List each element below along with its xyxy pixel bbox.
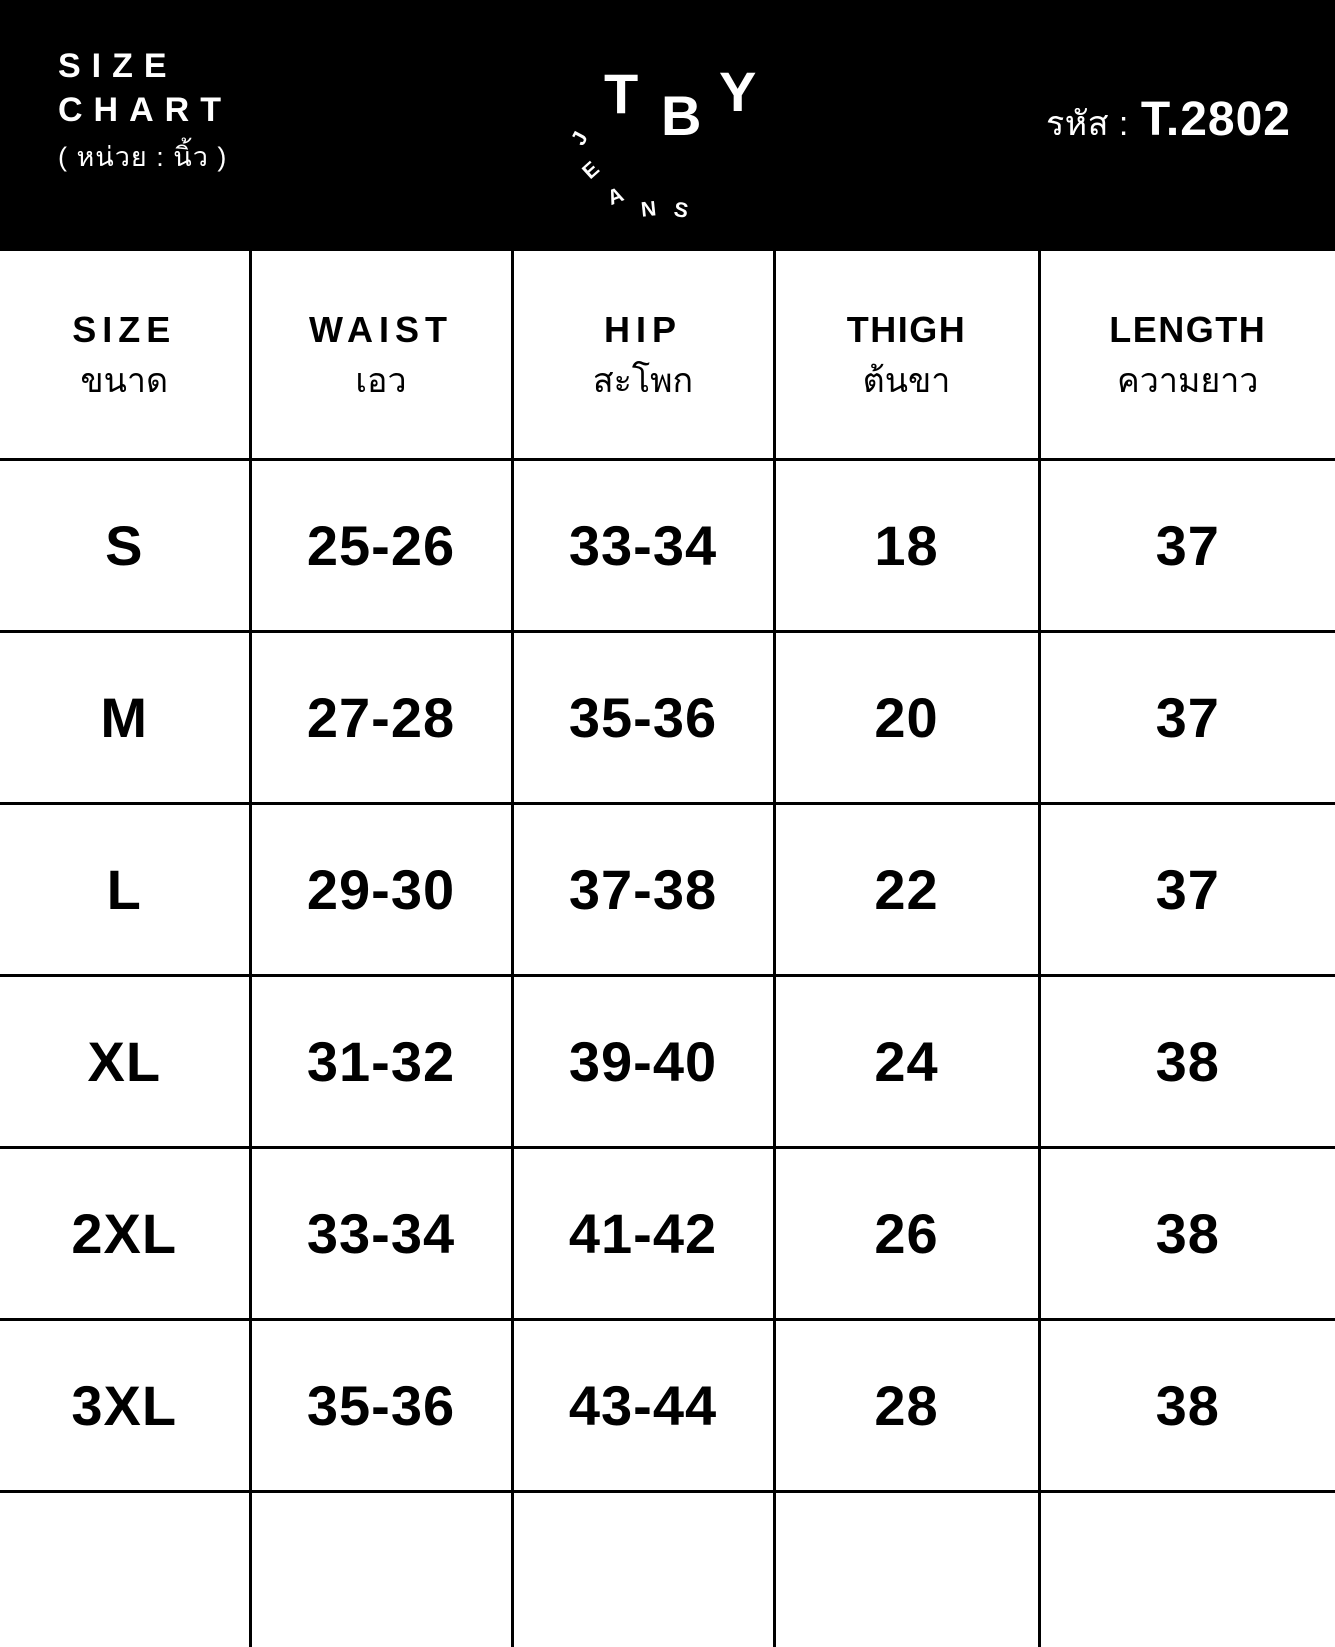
cell-size: L	[0, 804, 250, 976]
logo-letter-t: T	[604, 66, 638, 122]
cell-length: 37	[1039, 460, 1335, 632]
cell-waist: 31-32	[250, 976, 512, 1148]
cell-length: 38	[1039, 1320, 1335, 1492]
product-code	[1046, 92, 1291, 150]
table-bottom-spacer-row	[0, 1492, 1335, 1647]
column-header-waist	[250, 250, 512, 460]
logo-letter-y: Y	[719, 64, 756, 120]
column-header-thigh-en: THIGH	[776, 305, 1038, 355]
logo-letter-b: B	[661, 88, 701, 144]
cell-hip: 39-40	[512, 976, 774, 1148]
column-header-hip	[512, 250, 774, 460]
header-title-block	[58, 44, 232, 174]
cell-thigh: 22	[774, 804, 1039, 976]
column-header-length-en: LENGTH	[1041, 305, 1335, 355]
logo-arc-letter-e: E	[579, 158, 603, 183]
page-title-line2: CHART	[58, 88, 232, 132]
spacer-cell	[250, 1492, 512, 1647]
spacer-cell	[512, 1492, 774, 1647]
table-header-row	[0, 250, 1335, 460]
size-chart-table	[0, 248, 1335, 1647]
column-header-waist-th: เอว	[252, 357, 511, 405]
column-header-thigh	[774, 250, 1039, 460]
logo-arc-letter-a: A	[605, 184, 627, 209]
cell-hip: 37-38	[512, 804, 774, 976]
logo-arc-letter-s: S	[672, 199, 689, 222]
cell-waist: 25-26	[250, 460, 512, 632]
cell-length: 38	[1039, 976, 1335, 1148]
cell-waist: 27-28	[250, 632, 512, 804]
table-row	[0, 460, 1335, 632]
column-header-size	[0, 250, 250, 460]
column-header-hip-th: สะโพก	[514, 357, 773, 405]
logo-arc-letter-n: N	[640, 198, 657, 220]
cell-length: 38	[1039, 1148, 1335, 1320]
page-title-line1: SIZE	[58, 44, 232, 88]
table-row	[0, 632, 1335, 804]
cell-thigh: 26	[774, 1148, 1039, 1320]
cell-size: 3XL	[0, 1320, 250, 1492]
cell-thigh: 20	[774, 632, 1039, 804]
cell-length: 37	[1039, 632, 1335, 804]
cell-hip: 33-34	[512, 460, 774, 632]
cell-waist: 33-34	[250, 1148, 512, 1320]
column-header-length	[1039, 250, 1335, 460]
cell-size: 2XL	[0, 1148, 250, 1320]
cell-thigh: 28	[774, 1320, 1039, 1492]
cell-waist: 35-36	[250, 1320, 512, 1492]
unit-note: ( หน่วย : นิ้ว )	[58, 140, 232, 174]
cell-size: S	[0, 460, 250, 632]
column-header-size-en: SIZE	[0, 305, 249, 355]
cell-hip: 41-42	[512, 1148, 774, 1320]
cell-hip: 43-44	[512, 1320, 774, 1492]
column-header-size-th: ขนาด	[0, 357, 249, 405]
table-row	[0, 976, 1335, 1148]
spacer-cell	[774, 1492, 1039, 1647]
cell-size: XL	[0, 976, 250, 1148]
cell-thigh: 24	[774, 976, 1039, 1148]
column-header-hip-en: HIP	[514, 305, 773, 355]
cell-hip: 35-36	[512, 632, 774, 804]
table-row	[0, 804, 1335, 976]
column-header-waist-en: WAIST	[252, 305, 511, 355]
header-band	[0, 0, 1335, 248]
cell-length: 37	[1039, 804, 1335, 976]
table-row	[0, 1320, 1335, 1492]
column-header-length-th: ความยาว	[1041, 357, 1335, 405]
cell-thigh: 18	[774, 460, 1039, 632]
spacer-cell	[1039, 1492, 1335, 1647]
table-row	[0, 1148, 1335, 1320]
cell-waist: 29-30	[250, 804, 512, 976]
tby-jeans-logo	[556, 36, 776, 221]
product-code-label: รหัส :	[1046, 96, 1129, 150]
product-code-value: T.2802	[1141, 92, 1291, 147]
column-header-thigh-th: ต้นขา	[776, 357, 1038, 405]
logo-arc-letter-j: J	[568, 128, 592, 148]
cell-size: M	[0, 632, 250, 804]
spacer-cell	[0, 1492, 250, 1647]
